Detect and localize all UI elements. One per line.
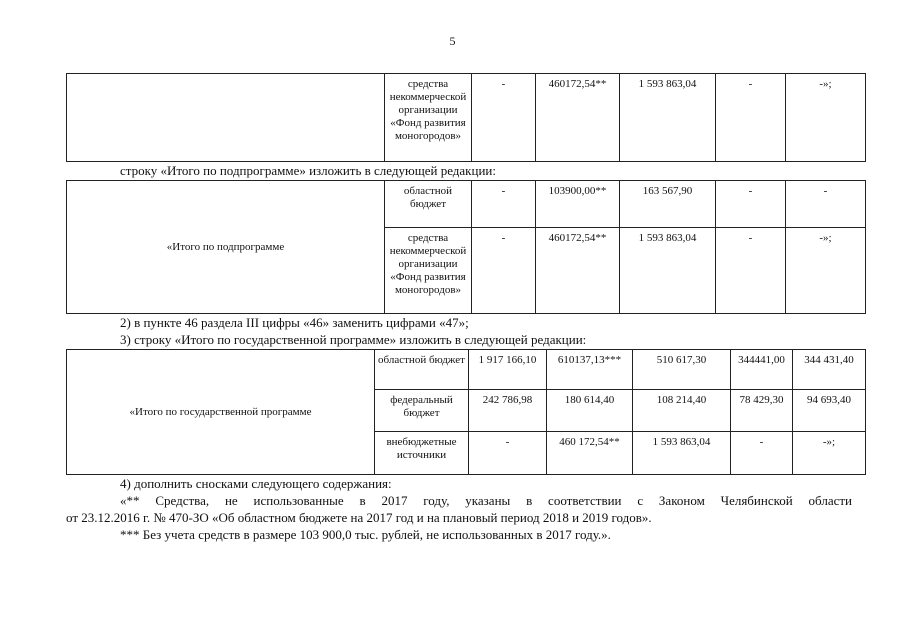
value-cell: 103900,00**: [536, 181, 620, 228]
value-cell: 460172,54**: [536, 228, 620, 314]
source-cell: внебюджетные источники: [375, 432, 469, 475]
value-cell: 108 214,40: [633, 390, 731, 432]
empty-label-cell: [67, 74, 385, 162]
value-cell: 94 693,40: [793, 390, 866, 432]
source-cell: средства некоммерческой организации «Фонд развития моногородов»: [385, 228, 472, 314]
table-subprogram-total: [66, 180, 866, 314]
page-number: 5: [449, 34, 456, 48]
instruction-text: 2) в пункте 46 раздела III цифры «46» заменить цифрами «47»;: [120, 315, 469, 330]
value-cell: -»;: [786, 228, 866, 314]
value-cell: 1 917 166,10: [469, 350, 547, 390]
instruction-text: 3) строку «Итого по государственной программе» изложить в следующей редакции:: [120, 332, 587, 347]
total-label-cell: «Итого по государственной программе: [67, 350, 375, 475]
value-cell: -»;: [786, 74, 866, 162]
value-cell: -: [469, 432, 547, 475]
source-cell: федеральный бюджет: [375, 390, 469, 432]
value-cell: -: [472, 228, 536, 314]
value-cell: 1 593 863,04: [620, 228, 716, 314]
value-cell: 163 567,90: [620, 181, 716, 228]
instruction-text: 4) дополнить сносками следующего содержания:: [120, 476, 392, 491]
value-cell: 344 431,40: [793, 350, 866, 390]
value-cell: -»;: [793, 432, 866, 475]
footnote-text: от 23.12.2016 г. № 470-ЗО «Об областном бюджете на 2017 год и на плановый период 2018 и 2019 годов».: [66, 510, 652, 525]
instruction-text: строку «Итого по подпрограмме» изложить в следующей редакции:: [120, 163, 496, 178]
value-cell: 610137,13***: [547, 350, 633, 390]
value-cell: -: [472, 74, 536, 162]
table-fragment-top: [66, 73, 866, 162]
source-cell: областной бюджет: [375, 350, 469, 390]
value-cell: -: [716, 228, 786, 314]
footnote-text: *** Без учета средств в размере 103 900,0 тыс. рублей, не использованных в 2017 году.».: [120, 527, 611, 542]
table-program-total: [66, 349, 866, 475]
value-cell: 344441,00: [731, 350, 793, 390]
footnote-text: «** Средства, не использованные в 2017 году, указаны в соответствии с Законом Челябинской области: [120, 493, 852, 508]
value-cell: 242 786,98: [469, 390, 547, 432]
source-cell: средства некоммерческой организации «Фонд развития моногородов»: [385, 74, 472, 162]
value-cell: -: [716, 181, 786, 228]
value-cell: 460 172,54**: [547, 432, 633, 475]
value-cell: -: [786, 181, 866, 228]
value-cell: -: [731, 432, 793, 475]
value-cell: 460172,54**: [536, 74, 620, 162]
value-cell: 1 593 863,04: [633, 432, 731, 475]
value-cell: 1 593 863,04: [620, 74, 716, 162]
value-cell: -: [716, 74, 786, 162]
value-cell: 180 614,40: [547, 390, 633, 432]
source-cell: областной бюджет: [385, 181, 472, 228]
value-cell: -: [472, 181, 536, 228]
value-cell: 510 617,30: [633, 350, 731, 390]
total-label-cell: «Итого по подпрограмме: [67, 181, 385, 314]
value-cell: 78 429,30: [731, 390, 793, 432]
